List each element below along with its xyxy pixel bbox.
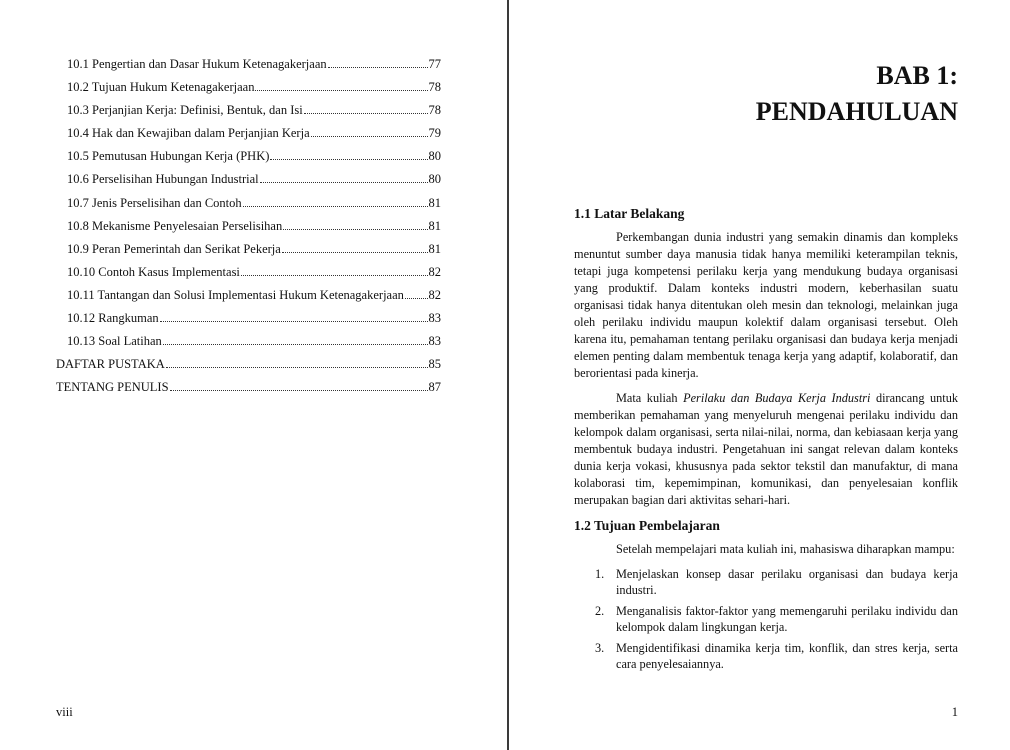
page-number-right: 1 <box>951 705 958 719</box>
objective-text: Mengidentifikasi dinamika kerja tim, konflik, dan stres kerja, serta cara penyelesaiannya. <box>616 641 958 671</box>
objective-text: Menganalisis faktor-faktor yang memengaruhi perilaku individu dan kelompok dalam lingkungan kerja. <box>616 604 958 634</box>
toc-entry[interactable] <box>56 56 441 79</box>
objective-number: 2. <box>595 604 605 618</box>
paragraph-lead: Mata kuliah <box>616 391 684 405</box>
chapter-body <box>574 205 958 677</box>
toc-dot-leader <box>170 389 428 391</box>
toc-dot-leader <box>304 112 428 114</box>
paragraph-rest: dirancang untuk memberikan pemahaman yang menyeluruh mengenai perilaku individu dan kelompok dalam organisasi, serta nilai-nilai, norma, dan kebiasaan kerja yang membentuk budaya industri. Pengetahuan ini sangat relevan dalam konteks dunia kerja vokasi, khususnya pada sektor tekstil dan manufaktur, di mana kolaborasi tim, kepemimpinan, komunikasi, dan penyelesaian konflik merupakan bagian dari aktivitas sehari-hari. <box>574 391 959 507</box>
objective-item <box>574 640 958 672</box>
toc-entry-page: 87 <box>428 380 441 395</box>
toc-entry-label: DAFTAR PUSTAKA <box>56 357 165 372</box>
toc-entry-label: 10.8 Mekanisme Penyelesaian Perselisihan <box>67 218 283 233</box>
toc-dot-leader <box>163 343 428 345</box>
toc-entry-page: 83 <box>428 334 441 349</box>
course-title-italic: Perilaku dan Budaya Kerja Industri <box>683 391 871 405</box>
toc-entry-label: 10.12 Rangkuman <box>67 311 159 326</box>
toc-entry[interactable] <box>56 310 441 333</box>
chapter-name: PENDAHULUAN <box>755 97 958 126</box>
toc-entry-label: 10.4 Hak dan Kewajiban dalam Perjanjian Kerja <box>67 126 310 141</box>
table-of-contents <box>56 56 441 402</box>
toc-entry-page: 78 <box>428 80 441 95</box>
page-number-left: viii <box>56 705 73 719</box>
objective-item <box>574 603 958 635</box>
objective-number: 1. <box>595 567 605 581</box>
toc-entry-label: 10.10 Contoh Kasus Implementasi <box>67 264 240 279</box>
chapter-number: BAB 1: <box>876 61 958 90</box>
toc-entry-label: 10.11 Tantangan dan Solusi Implementasi Hukum Ketenagakerjaan <box>67 287 404 302</box>
paragraph-latar-belakang-1: Perkembangan dunia industri yang semakin dinamis dan kompleks menuntut sumber daya manusia tidak hanya memiliki keterampilan teknis, tetapi juga kompetensi perilaku kerja yang mendukung budaya organisasi yang produktif. Dalam konteks industri modern, keberhasilan suatu organisasi tidak hanya ditentukan oleh mesin dan teknologi, melainkan juga oleh perilaku individu maupun kolektif dalam organisasi tersebut. Oleh karena itu, pemahaman tentang perilaku organisasi dan budaya kerja menjadi elemen penting dalam membentuk tenaga kerja yang adaptif, kolaboratif, dan berorientasi pada kinerja. <box>574 230 958 380</box>
toc-entry-page: 85 <box>428 357 441 372</box>
toc-entry-page: 79 <box>428 126 441 141</box>
toc-entry-page: 81 <box>428 195 441 210</box>
section-heading-latar-belakang: 1.1 Latar Belakang <box>574 206 685 221</box>
toc-entry-page: 80 <box>428 172 441 187</box>
toc-dot-leader <box>241 274 428 276</box>
toc-dot-leader <box>243 205 428 207</box>
toc-entry[interactable] <box>56 125 441 148</box>
toc-dot-leader <box>160 320 428 322</box>
toc-entry-label: 10.13 Soal Latihan <box>67 334 162 349</box>
section-heading-tujuan: 1.2 Tujuan Pembelajaran <box>574 518 720 533</box>
objective-number: 3. <box>595 641 605 655</box>
toc-entry-page: 77 <box>428 57 441 71</box>
toc-dot-leader <box>270 158 427 160</box>
toc-entry-label: 10.1 Pengertian dan Dasar Hukum Ketenagakerjaan <box>67 57 327 71</box>
right-page <box>509 0 1010 750</box>
paragraph-tujuan-intro: Setelah mempelajari mata kuliah ini, mahasiswa diharapkan mampu: <box>616 542 955 556</box>
toc-dot-leader <box>255 89 427 91</box>
toc-entry[interactable] <box>56 102 441 125</box>
toc-entry-page: 82 <box>428 264 441 279</box>
toc-entry-page: 80 <box>428 149 441 164</box>
chapter-title <box>628 58 958 130</box>
toc-entry-page: 81 <box>428 218 441 233</box>
toc-entry-label: 10.2 Tujuan Hukum Ketenagakerjaan <box>67 80 255 95</box>
toc-dot-leader <box>282 251 428 253</box>
toc-dot-leader <box>260 181 428 183</box>
toc-entry-label: 10.5 Pemutusan Hubungan Kerja (PHK) <box>67 149 270 164</box>
toc-entry[interactable] <box>56 264 441 287</box>
toc-dot-leader <box>283 228 427 230</box>
toc-entry[interactable] <box>56 241 441 264</box>
toc-entry[interactable] <box>56 287 441 310</box>
objective-item <box>574 566 958 598</box>
toc-dot-leader <box>405 297 428 299</box>
toc-entry[interactable] <box>56 333 441 356</box>
toc-entry-page: 81 <box>428 241 441 256</box>
toc-entry-page: 78 <box>428 103 441 118</box>
toc-entry-page: 83 <box>428 311 441 326</box>
paragraph-latar-belakang-2 <box>574 390 958 509</box>
toc-dot-leader <box>166 366 428 368</box>
toc-entry-label: 10.3 Perjanjian Kerja: Definisi, Bentuk, dan Isi <box>67 103 303 118</box>
toc-entry[interactable] <box>56 218 441 241</box>
toc-entry[interactable] <box>56 79 441 102</box>
toc-dot-leader <box>328 66 428 68</box>
objective-text: Menjelaskan konsep dasar perilaku organisasi dan budaya kerja industri. <box>616 567 958 597</box>
toc-entry-label: 10.6 Perselisihan Hubungan Industrial <box>67 172 259 187</box>
toc-entry[interactable] <box>56 171 441 194</box>
objectives-list <box>574 566 958 672</box>
toc-entry-label: 10.7 Jenis Perselisihan dan Contoh <box>67 195 242 210</box>
toc-entry[interactable] <box>56 148 441 171</box>
toc-entry-page: 82 <box>428 287 441 302</box>
toc-entry-label: TENTANG PENULIS <box>56 380 169 395</box>
toc-entry-label: 10.9 Peran Pemerintah dan Serikat Pekerja <box>67 241 281 256</box>
toc-entry[interactable] <box>56 356 441 379</box>
toc-entry[interactable] <box>56 195 441 218</box>
toc-entry[interactable] <box>56 379 441 402</box>
toc-dot-leader <box>311 135 428 137</box>
